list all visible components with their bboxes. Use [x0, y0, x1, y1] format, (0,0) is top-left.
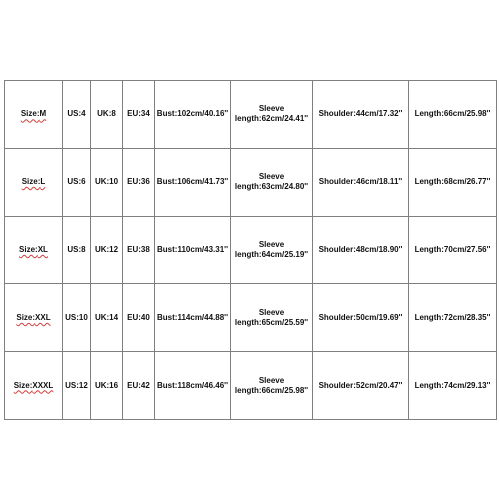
uk-size-cell: UK:10	[91, 148, 123, 216]
size-row-xxl	[5, 284, 497, 352]
uk-size-cell: UK:12	[91, 216, 123, 284]
length-cell: Length:72cm/28.35''	[409, 284, 497, 352]
bust-cell: Bust:110cm/43.31''	[155, 216, 231, 284]
eu-size-cell: EU:34	[123, 81, 155, 149]
sleeve-cell: Sleeve length:64cm/25.19''	[231, 216, 313, 284]
length-cell: Length:70cm/27.56''	[409, 216, 497, 284]
us-size-cell: US:8	[63, 216, 91, 284]
eu-size-cell: EU:38	[123, 216, 155, 284]
uk-size-cell: UK:16	[91, 352, 123, 420]
size-label: Size:M	[20, 109, 47, 119]
shoulder-cell: Shoulder:50cm/19.69''	[313, 284, 409, 352]
eu-size-cell: EU:40	[123, 284, 155, 352]
length-cell: Length:68cm/26.77''	[409, 148, 497, 216]
us-size-cell: US:6	[63, 148, 91, 216]
size-cell	[5, 284, 63, 352]
size-row-xxxl	[5, 352, 497, 420]
bust-cell: Bust:106cm/41.73''	[155, 148, 231, 216]
bust-cell: Bust:118cm/46.46''	[155, 352, 231, 420]
shoulder-cell: Shoulder:48cm/18.90''	[313, 216, 409, 284]
uk-size-cell: UK:8	[91, 81, 123, 149]
shoulder-cell: Shoulder:46cm/18.11''	[313, 148, 409, 216]
length-cell: Length:74cm/29.13''	[409, 352, 497, 420]
us-size-cell: US:10	[63, 284, 91, 352]
us-size-cell: US:12	[63, 352, 91, 420]
size-row-xl	[5, 216, 497, 284]
size-label: Size:XL	[19, 244, 48, 254]
uk-size-cell: UK:14	[91, 284, 123, 352]
shoulder-cell: Shoulder:44cm/17.32''	[313, 81, 409, 149]
size-label: Size:XXL	[16, 312, 51, 322]
sleeve-cell: Sleeve length:65cm/25.59''	[231, 284, 313, 352]
size-cell	[5, 81, 63, 149]
size-label: Size:L	[21, 177, 46, 187]
sleeve-cell: Sleeve length:66cm/25.98''	[231, 352, 313, 420]
size-cell	[5, 352, 63, 420]
eu-size-cell: EU:42	[123, 352, 155, 420]
shoulder-cell: Shoulder:52cm/20.47''	[313, 352, 409, 420]
eu-size-cell: EU:36	[123, 148, 155, 216]
size-label: Size:XXXL	[13, 380, 54, 390]
bust-cell: Bust:102cm/40.16''	[155, 81, 231, 149]
sleeve-cell: Sleeve length:62cm/24.41''	[231, 81, 313, 149]
size-row-m	[5, 81, 497, 149]
size-cell	[5, 216, 63, 284]
size-cell	[5, 148, 63, 216]
length-cell: Length:66cm/25.98''	[409, 81, 497, 149]
sleeve-cell: Sleeve length:63cm/24.80''	[231, 148, 313, 216]
us-size-cell: US:4	[63, 81, 91, 149]
size-chart-table	[4, 80, 497, 420]
size-row-l	[5, 148, 497, 216]
bust-cell: Bust:114cm/44.88''	[155, 284, 231, 352]
